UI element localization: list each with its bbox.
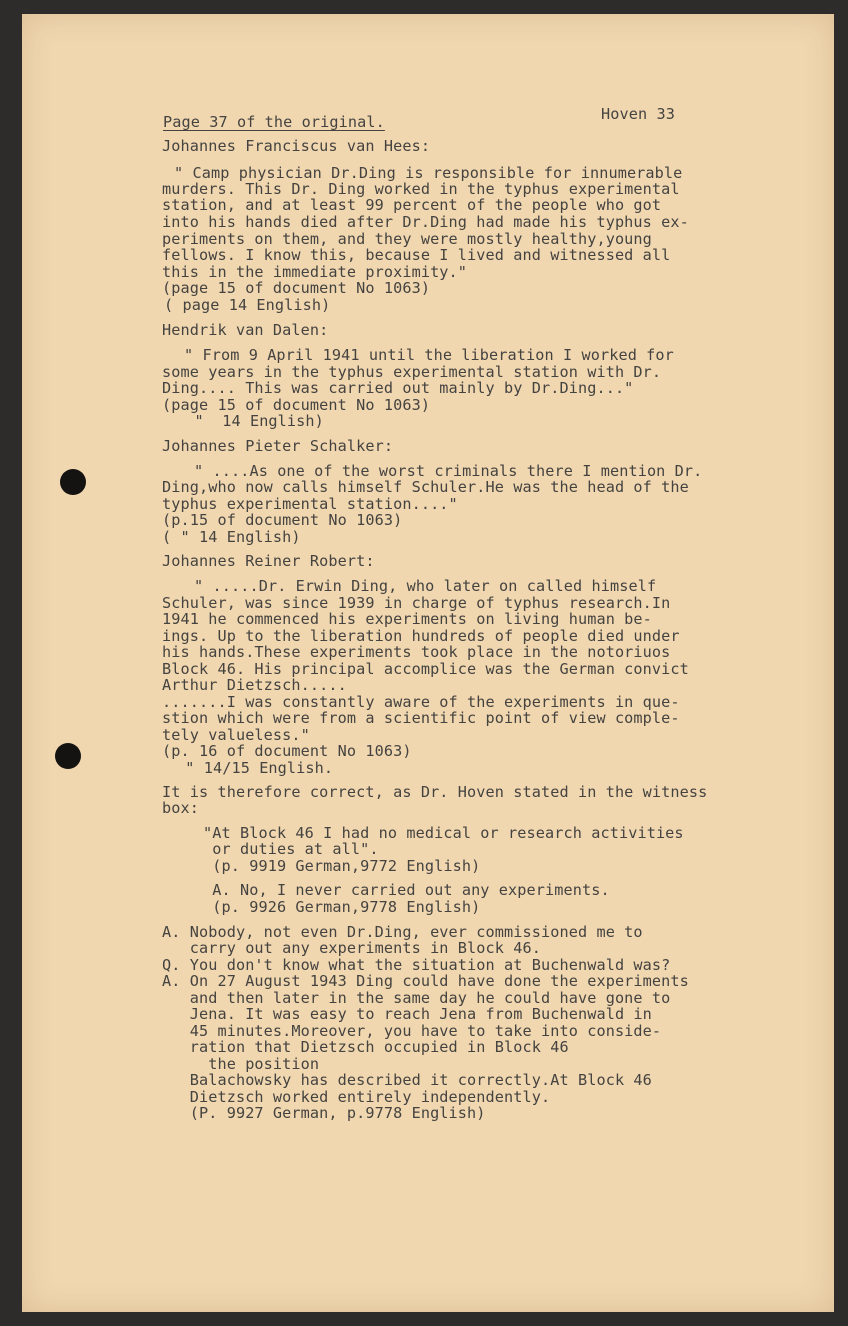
quote-line: into his hands died after Dr.Ding had made his typhus ex-	[162, 213, 689, 231]
question-line: Q. You don't know what the situation at Buchenwald was?	[162, 956, 671, 974]
answer-line: Balachowsky has described it correctly.At Block 46	[162, 1071, 652, 1089]
quote-line: Ding,who now calls himself Schuler.He was the head of the	[162, 478, 689, 496]
quote-line: Ding.... This was carried out mainly by Dr.Ding..."	[162, 379, 634, 397]
quote-line: Block 46. His principal accomplice was the German convict	[162, 660, 689, 678]
answer-line: carry out any experiments in Block 46.	[162, 939, 541, 957]
quote-line: fellows. I know this, because I lived and witnessed all	[162, 246, 671, 264]
testimony-citation: (p. 9926 German,9778 English)	[203, 898, 481, 916]
answer-line: Dietzsch worked entirely independently.	[162, 1088, 551, 1106]
source-citation: " 14/15 English.	[176, 759, 334, 777]
conclusion-line: It is therefore correct, as Dr. Hoven stated in the witness	[162, 783, 708, 801]
speaker-name: Johannes Pieter Schalker:	[162, 437, 394, 455]
quote-line: this in the immediate proximity."	[162, 263, 468, 281]
quote-line: " From 9 April 1941 until the liberation I worked for	[184, 346, 674, 364]
quote-line: murders. This Dr. Ding worked in the typhus experimental	[162, 180, 680, 198]
answer-line: 45 minutes.Moreover, you have to take into conside-	[162, 1022, 662, 1040]
answer-line: A. Nobody, not even Dr.Ding, ever commissioned me to	[162, 923, 643, 941]
speaker-name: Johannes Reiner Robert:	[162, 552, 375, 570]
quote-line: typhus experimental station...."	[162, 495, 458, 513]
quote-line: Arthur Dietzsch.....	[162, 676, 347, 694]
source-citation: (p. 16 of document No 1063)	[162, 742, 412, 760]
testimony-citation: (p. 9919 German,9772 English)	[203, 857, 481, 875]
speaker-name: Hendrik van Dalen:	[162, 321, 329, 339]
quote-line: ings. Up to the liberation hundreds of people died under	[162, 627, 680, 645]
answer-line: ration that Dietzsch occupied in Block 46	[162, 1038, 569, 1056]
source-citation: ( " 14 English)	[162, 528, 301, 546]
answer-line: and then later in the same day he could have gone to	[162, 989, 671, 1007]
quote-line: .......I was constantly aware of the experiments in que-	[162, 693, 680, 711]
quote-line: 1941 he commenced his experiments on living human be-	[162, 610, 652, 628]
quote-line: some years in the typhus experimental station with Dr.	[162, 363, 662, 381]
page-reference: Page 37 of the original.	[163, 113, 385, 131]
answer-citation: (P. 9927 German, p.9778 English)	[162, 1104, 486, 1122]
source-citation: (page 15 of document No 1063)	[162, 279, 431, 297]
quote-line: stion which were from a scientific point of view comple-	[162, 709, 680, 727]
quote-line: station, and at least 99 percent of the people who got	[162, 196, 662, 214]
quote-line: Schuler, was since 1939 in charge of typhus research.In	[162, 594, 671, 612]
quote-line: periments on them, and they were mostly healthy,young	[162, 230, 652, 248]
source-citation: ( page 14 English)	[164, 296, 331, 314]
conclusion-line: box:	[162, 799, 199, 817]
page-marker: Hoven 33	[601, 105, 675, 123]
quote-line: his hands.These experiments took place in the notoriuos	[162, 643, 671, 661]
quote-line: " ....As one of the worst criminals there I mention Dr.	[194, 462, 703, 480]
quote-line: " Camp physician Dr.Ding is responsible for innumerable	[174, 164, 683, 182]
testimony-quote: A. No, I never carried out any experiments.	[203, 881, 610, 899]
testimony-quote: or duties at all".	[203, 840, 379, 858]
speaker-name: Johannes Franciscus van Hees:	[162, 137, 431, 155]
answer-line: the position	[162, 1055, 320, 1073]
quote-line: " .....Dr. Erwin Ding, who later on called himself	[194, 577, 657, 595]
quote-line: tely valueless."	[162, 726, 310, 744]
source-citation: (page 15 of document No 1063)	[162, 396, 431, 414]
answer-line: Jena. It was easy to reach Jena from Buchenwald in	[162, 1005, 652, 1023]
testimony-quote: "At Block 46 I had no medical or research activities	[203, 824, 684, 842]
source-citation: (p.15 of document No 1063)	[162, 511, 403, 529]
answer-line: A. On 27 August 1943 Ding could have done the experiments	[162, 972, 689, 990]
source-citation: " 14 English)	[176, 412, 324, 430]
